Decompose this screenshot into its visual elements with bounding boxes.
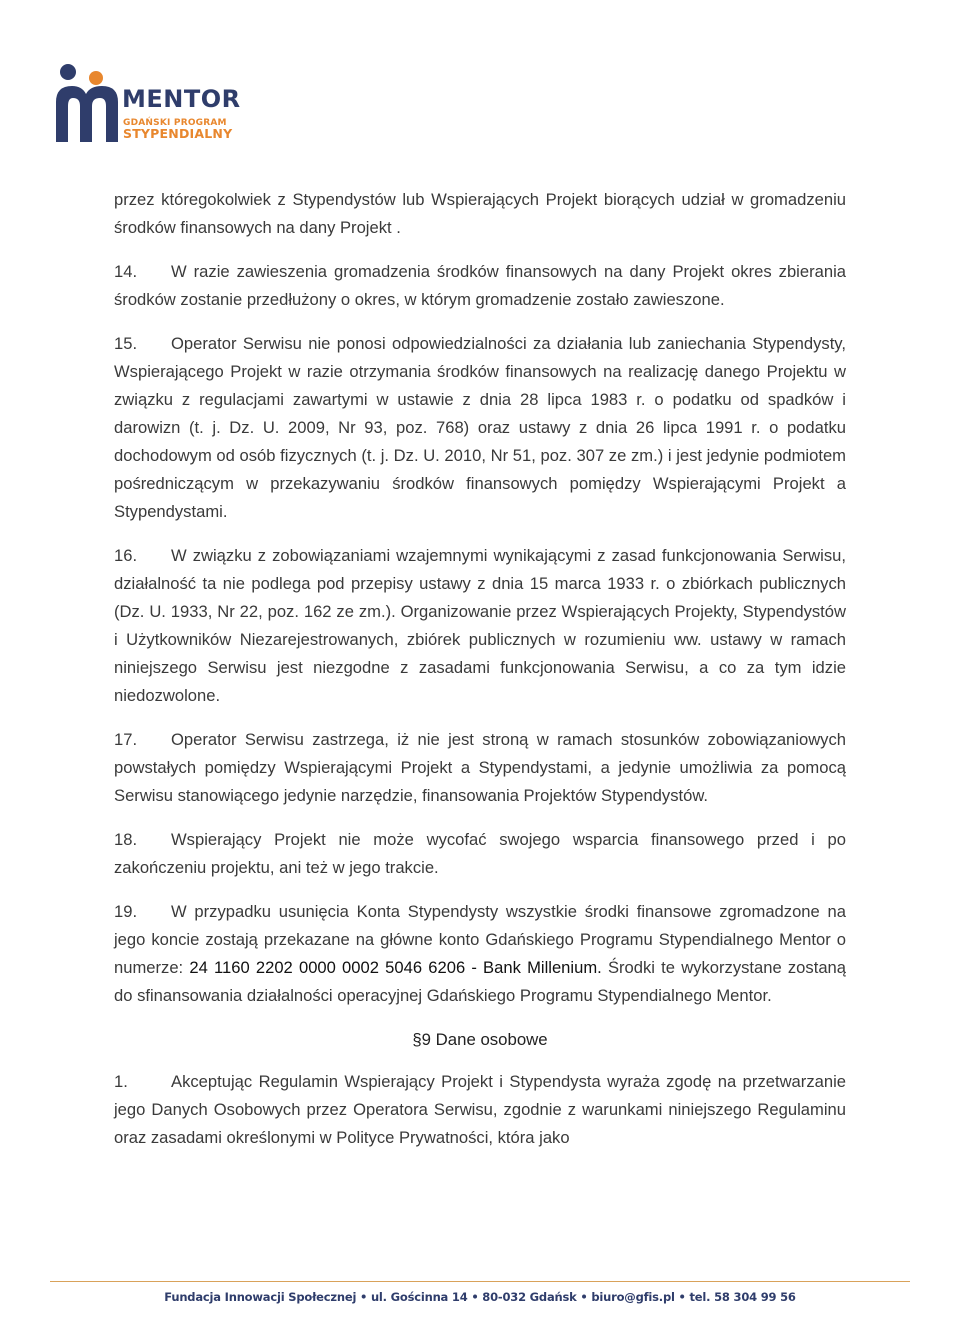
logo-subtitle-2: STYPENDIALNY xyxy=(123,126,233,141)
clause-number: 16. xyxy=(114,546,138,565)
intro-paragraph: przez któregokolwiek z Stypendystów lub Wspierających Projekt biorących udział w gromadzeniu środków finansowych na dany Projekt . xyxy=(114,190,846,237)
clause-number: 18. xyxy=(114,830,138,849)
mentor-logo xyxy=(52,62,241,146)
clause-number: 17. xyxy=(114,730,138,749)
clause-text: W związku z zobowiązaniami wzajemnymi wynikającymi z zasad funkcjonowania Serwisu, działalność ta nie podlega pod przepisy ustawy z dnia 15 marca 1933 r. o zbiórkach publicznych (Dz. U. 1933, Nr 22, poz. 162 ze zm.). Organizowanie przez Wspierających Projekty, Stypendystów i Użytkowników Niezarejestrowanych, zbiórek publicznych w rozumieniu ww. ustawy w ramach niniejszego Serwisu jest niezgodne z zasadami funkcjonowania Serwisu, a co za tym idzie niedozwolone. xyxy=(114,546,846,705)
section-heading: §9 Dane osobowe xyxy=(412,1030,548,1049)
clause-number: 19. xyxy=(114,902,138,921)
clause-16 xyxy=(114,542,846,710)
clause-number: 1. xyxy=(114,1072,128,1091)
clause-text: Akceptując Regulamin Wspierający Projekt i Stypendysta wyraża zgodę na przetwarzanie jego Danych Osobowych przez Operatora Serwisu, zgodnie z warunkami niniejszego Regulaminu oraz zasadami określonymi w Polityce Prywatności, która jako xyxy=(114,1072,846,1147)
clause-18 xyxy=(114,826,846,882)
bank-account-number: 24 1160 2202 0000 0002 5046 6206 - Bank Millenium. xyxy=(189,958,602,977)
clause-text: W razie zawieszenia gromadzenia środków finansowych na dany Projekt okres zbierania środków zostanie przedłużony o okres, w którym gromadzenie zostało zawieszone. xyxy=(114,262,846,309)
clause-number: 15. xyxy=(114,334,138,353)
clause-15 xyxy=(114,330,846,526)
document-body xyxy=(114,186,846,1168)
clause-text: Operator Serwisu zastrzega, iż nie jest stroną w ramach stosunków zobowiązaniowych powstałych pomiędzy Wspierającymi Projekt a Stypendystami, a jedynie umożliwia za pomocą Serwisu stanowiącego jedynie narzędzie, finansowania Projektów Stypendystów. xyxy=(114,730,846,805)
logo-subtitle-1: GDAŃSKI PROGRAM xyxy=(123,118,227,128)
clause-text: Wspierający Projekt nie może wycofać swojego wsparcia finansowego przed i po zakończeniu projektu, ani też w jego trakcie. xyxy=(114,830,846,877)
clause-text-before: W przypadku usunięcia Konta Stypendysty wszystkie środki finansowe zgromadzone na jego koncie zostają przekazane na główne konto Gdańskiego Programu Stypendialnego Mentor o numerze: xyxy=(114,902,846,977)
mentor-logo-icon xyxy=(52,62,120,146)
clause-17 xyxy=(114,726,846,810)
clause-14 xyxy=(114,258,846,314)
clause-text-after: Środki te wykorzystane zostaną do sfinansowania działalności operacyjnej Gdańskiego Programu Stypendialnego Mentor. xyxy=(114,958,847,1005)
section-clause-1 xyxy=(114,1068,846,1152)
footer-divider xyxy=(50,1281,910,1282)
clause-number: 14. xyxy=(114,262,138,281)
logo-wordmark: MENTOR xyxy=(122,85,241,113)
clause-19 xyxy=(114,898,846,1010)
clause-text: Operator Serwisu nie ponosi odpowiedzialności za działania lub zaniechania Stypendysty, Wspierającego Projekt w razie otrzymania środków finansowych na realizację danego Projektu w związku z regulacjami zawartymi w ustawie z dnia 28 lipca 1983 r. o podatku od spadków i darowizn (t. j. Dz. U. 2009, Nr 93, poz. 768) oraz ustawy z dnia 26 lipca 1991 r. o podatku dochodowym od osób fizycznych (t. j. Dz. U. 2010, Nr 51, poz. 307 ze zm.) i jest jedynie podmiotem pośredniczącym w przekazywaniu środków finansowych pomiędzy Wspierającymi Projekt a Stypendystami. xyxy=(114,334,846,521)
footer-contact: Fundacja Innowacji Społecznej • ul. Gościnna 14 • 80-032 Gdańsk • biuro@gfis.pl • tel. 58 304 99 56 xyxy=(164,1290,796,1304)
